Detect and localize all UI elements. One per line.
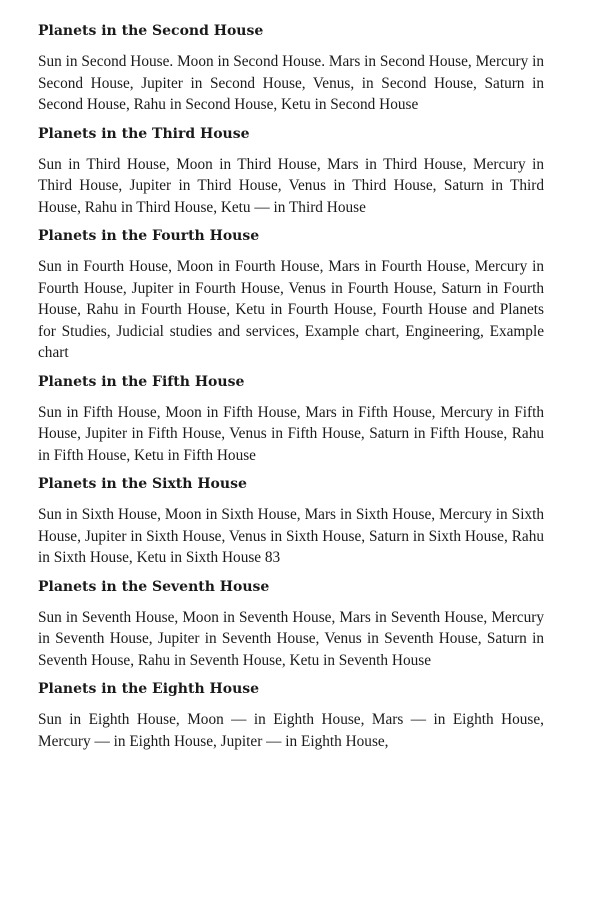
- section-body: Sun in Second House. Moon in Second House. Mars in Second House, Mercury in Second House, Jupiter in Second House, Venus, in Second House, Saturn in Second House, Rahu in Second House, Ketu in Second House: [38, 53, 544, 113]
- section-seventh-house: [38, 578, 544, 672]
- section-heading: Planets in the Second House: [38, 23, 264, 39]
- section-fourth-house: [38, 227, 544, 364]
- section-eighth-house: [38, 680, 544, 752]
- section-second-house: [38, 22, 544, 116]
- section-heading: Planets in the Fifth House: [38, 373, 245, 390]
- section-heading: Planets in the Fourth House: [38, 228, 260, 244]
- section-body: Sun in Sixth House, Moon in Sixth House, Mars in Sixth House, Mercury in Sixth House, Jupiter in Sixth House, Venus in Sixth House, Saturn in Sixth House, Rahu in Sixth House, Ketu in Sixth House 83: [38, 506, 544, 566]
- section-body: Sun in Fourth House, Moon in Fourth House, Mars in Fourth House, Mercury in Fourth House, Jupiter in Fourth House, Venus in Fourth House, Saturn in Fourth House, Rahu in Fourth House, Ketu in Fourth House, Fourth House and Planets for Studies, Judicial studies and services, Example chart, Engineering, Example chart: [38, 258, 544, 361]
- section-heading: Planets in the Seventh House: [38, 578, 270, 595]
- section-sixth-house: [38, 475, 544, 569]
- section-fifth-house: [38, 373, 544, 467]
- section-heading: Planets in the Sixth House: [38, 476, 247, 492]
- section-heading: Planets in the Third House: [38, 125, 250, 142]
- document-page: [38, 22, 544, 761]
- section-body: Sun in Fifth House, Moon in Fifth House, Mars in Fifth House, Mercury in Fifth House, Jupiter in Fifth House, Venus in Fifth House, Saturn in Fifth House, Rahu in Fifth House, Ketu in Fifth House: [38, 403, 544, 464]
- section-body: Sun in Eighth House, Moon — in Eighth House, Mars — in Eighth House, Mercury — in Eighth House, Jupiter — in Eighth House,: [38, 711, 544, 750]
- section-heading: Planets in the Eighth House: [38, 681, 260, 697]
- section-third-house: [38, 125, 544, 219]
- section-body: Sun in Third House, Moon in Third House, Mars in Third House, Mercury in Third House, Jupiter in Third House, Venus in Third House, Saturn in Third House, Rahu in Third House, Ketu — in Third House: [38, 155, 544, 216]
- section-body: Sun in Seventh House, Moon in Seventh House, Mars in Seventh House, Mercury in Seventh House, Jupiter in Seventh House, Venus in Seventh House, Saturn in Seventh House, Rahu in Seventh House, Ketu in Seventh House: [38, 608, 544, 669]
